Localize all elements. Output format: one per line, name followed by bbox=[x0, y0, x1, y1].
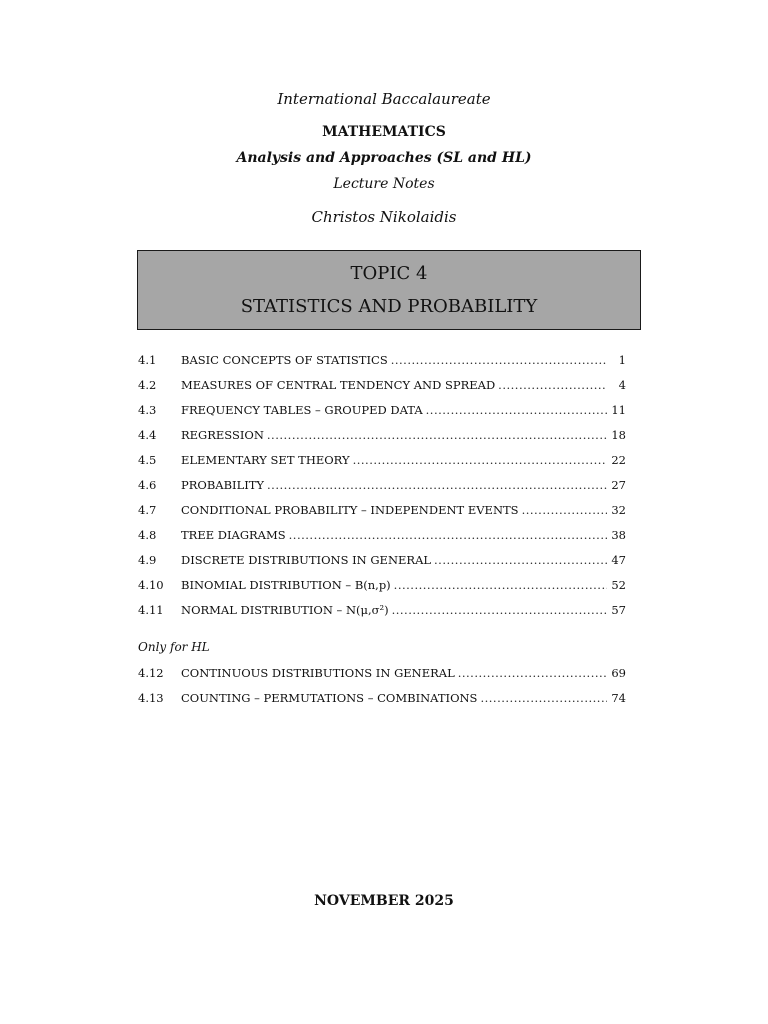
toc-item[interactable] bbox=[138, 377, 626, 393]
toc-item-label: REGRESSION bbox=[181, 428, 264, 442]
toc-item-number: 4.9 bbox=[138, 553, 157, 567]
toc-item-label: DISCRETE DISTRIBUTIONS IN GENERAL bbox=[181, 553, 432, 567]
toc-item-label: PROBABILITY bbox=[181, 478, 265, 492]
toc-leader-dots bbox=[392, 602, 607, 618]
toc-item-number: 4.12 bbox=[138, 666, 164, 680]
topic-title: STATISTICS AND PROBABILITY bbox=[240, 296, 538, 317]
institution-name: International Baccalaureate bbox=[277, 90, 491, 108]
toc-item-label: MEASURES OF CENTRAL TENDENCY AND SPREAD bbox=[181, 378, 496, 392]
toc-leader-dots bbox=[426, 402, 607, 418]
toc-item-label: BINOMIAL DISTRIBUTION – B(n,p) bbox=[181, 578, 391, 592]
toc-item-number: 4.3 bbox=[138, 403, 157, 417]
toc-item-page: 38 bbox=[611, 528, 626, 542]
publication-date: NOVEMBER 2025 bbox=[314, 893, 454, 909]
toc-leader-dots bbox=[267, 427, 607, 443]
toc-item-label: CONTINUOUS DISTRIBUTIONS IN GENERAL bbox=[181, 666, 455, 680]
toc-leader-dots bbox=[289, 527, 607, 543]
toc-item[interactable] bbox=[138, 602, 626, 618]
toc-item-page: 69 bbox=[611, 666, 626, 680]
toc-item[interactable] bbox=[138, 402, 626, 418]
toc-item-page: 74 bbox=[611, 691, 626, 705]
subject-title: MATHEMATICS bbox=[322, 124, 446, 140]
toc-item[interactable] bbox=[138, 577, 626, 593]
toc-item-number: 4.2 bbox=[138, 378, 157, 392]
toc-item-page: 52 bbox=[611, 578, 626, 592]
toc-item-page: 1 bbox=[618, 353, 626, 367]
toc-item-page: 27 bbox=[611, 478, 626, 492]
toc-item-page: 18 bbox=[611, 428, 626, 442]
toc-item-number: 4.6 bbox=[138, 478, 157, 492]
toc-leader-dots bbox=[498, 377, 607, 393]
toc-item[interactable] bbox=[138, 452, 626, 468]
toc-item-number: 4.4 bbox=[138, 428, 157, 442]
author-name: Christos Nikolaidis bbox=[311, 208, 457, 226]
toc-item-label: NORMAL DISTRIBUTION – N(μ,σ²) bbox=[181, 603, 389, 617]
topic-banner bbox=[137, 250, 641, 330]
hl-section-heading: Only for HL bbox=[138, 640, 210, 654]
toc-item-number: 4.11 bbox=[138, 603, 164, 617]
toc-item-page: 11 bbox=[611, 403, 626, 417]
toc-item[interactable] bbox=[138, 427, 626, 443]
toc-item[interactable] bbox=[138, 477, 626, 493]
toc-item-label: TREE DIAGRAMS bbox=[181, 528, 286, 542]
toc-item-label: CONDITIONAL PROBABILITY – INDEPENDENT EVENTS bbox=[181, 503, 519, 517]
toc-item-number: 4.1 bbox=[138, 353, 157, 367]
toc-leader-dots bbox=[391, 352, 607, 368]
toc-item-label: ELEMENTARY SET THEORY bbox=[181, 453, 350, 467]
toc-leader-dots bbox=[480, 690, 607, 706]
toc-leader-dots bbox=[353, 452, 607, 468]
toc-item-page: 4 bbox=[618, 378, 626, 392]
toc-item-number: 4.7 bbox=[138, 503, 157, 517]
toc-item-label: FREQUENCY TABLES – GROUPED DATA bbox=[181, 403, 423, 417]
course-title: Analysis and Approaches (SL and HL) bbox=[236, 150, 532, 166]
toc-item-page: 47 bbox=[611, 553, 626, 567]
toc-item[interactable] bbox=[138, 502, 626, 518]
toc-item-label: BASIC CONCEPTS OF STATISTICS bbox=[181, 353, 388, 367]
toc-item-number: 4.8 bbox=[138, 528, 157, 542]
toc-item[interactable] bbox=[138, 352, 626, 368]
toc-leader-dots bbox=[267, 477, 607, 493]
toc-leader-dots bbox=[522, 502, 607, 518]
toc-item-number: 4.13 bbox=[138, 691, 164, 705]
toc-item-number: 4.5 bbox=[138, 453, 157, 467]
toc-item-page: 22 bbox=[611, 453, 626, 467]
toc-item-page: 32 bbox=[611, 503, 626, 517]
toc-item[interactable] bbox=[138, 690, 626, 706]
toc-leader-dots bbox=[458, 665, 607, 681]
topic-number: TOPIC 4 bbox=[350, 263, 428, 284]
document-type: Lecture Notes bbox=[333, 176, 435, 192]
toc-item-number: 4.10 bbox=[138, 578, 164, 592]
toc-item[interactable] bbox=[138, 527, 626, 543]
toc-item[interactable] bbox=[138, 665, 626, 681]
toc-item-page: 57 bbox=[611, 603, 626, 617]
toc-item[interactable] bbox=[138, 552, 626, 568]
toc-leader-dots bbox=[394, 577, 607, 593]
toc-leader-dots bbox=[434, 552, 607, 568]
toc-item-label: COUNTING – PERMUTATIONS – COMBINATIONS bbox=[181, 691, 478, 705]
